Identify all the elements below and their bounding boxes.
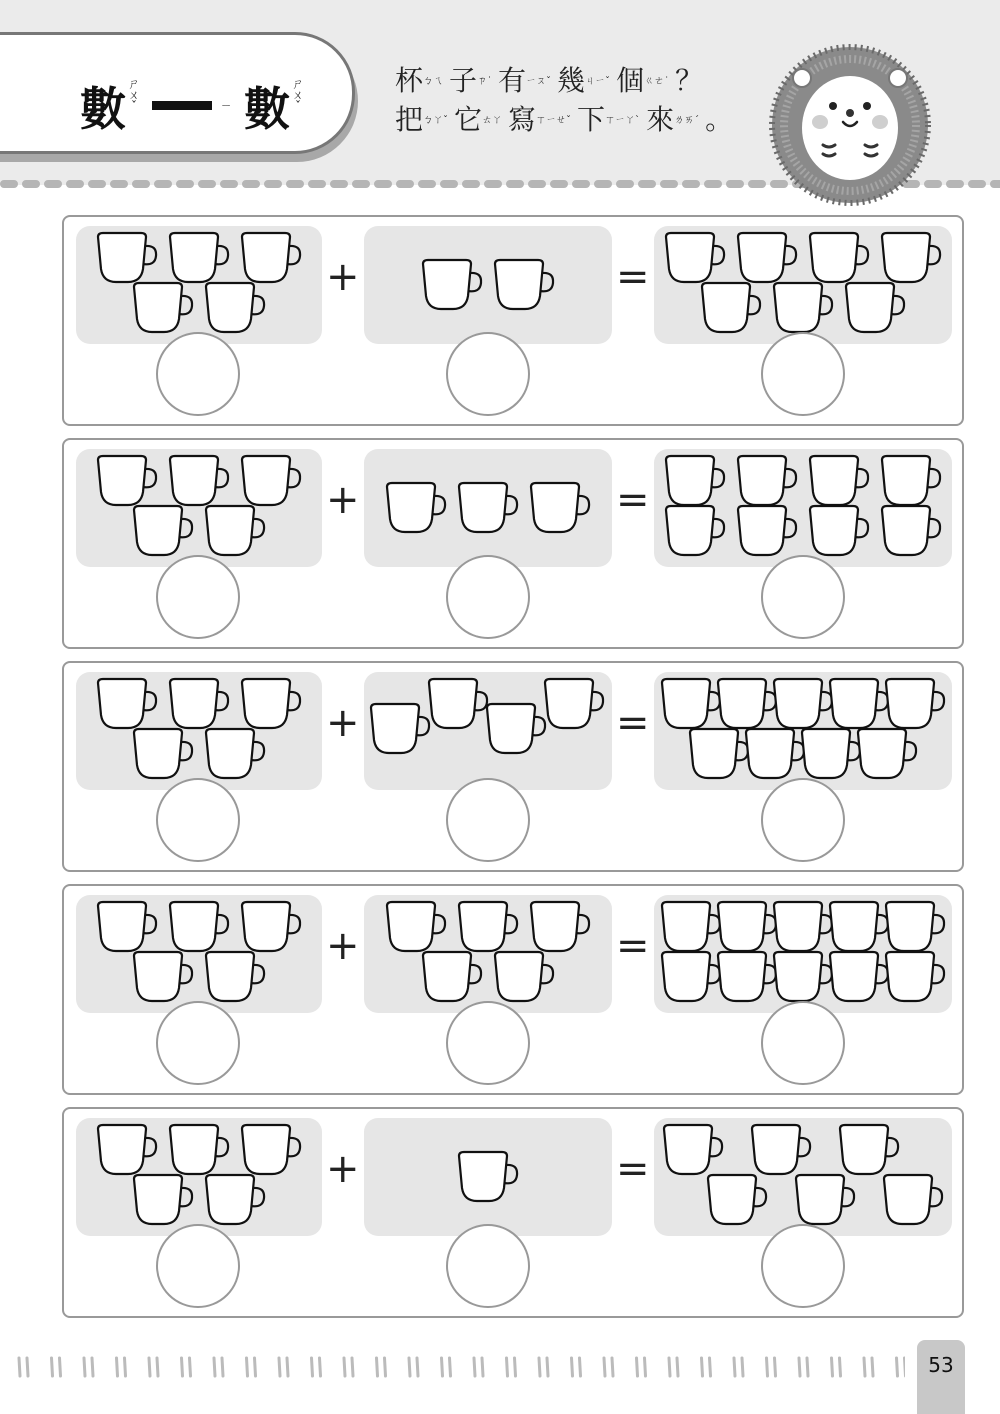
cup-icon (663, 504, 727, 558)
title-char-1: 數 (80, 82, 126, 136)
answer-circle-middle[interactable] (446, 1001, 530, 1085)
cup-icon (95, 900, 159, 954)
cup-icon (879, 504, 943, 558)
cup-icon (239, 454, 303, 508)
cup-icon (203, 281, 267, 335)
cup-icon (203, 727, 267, 781)
result-cups-panel (654, 226, 952, 344)
instr-zhuyin: ㄧㄡˇ (526, 76, 552, 87)
plus-sign: + (326, 923, 360, 969)
instr-zhuyin: ㄒㄧㄝˇ (536, 115, 572, 126)
left-cups-panel (76, 672, 322, 790)
cup-icon (167, 231, 231, 285)
instr-char: 它 (454, 103, 483, 136)
cup-icon (528, 481, 592, 535)
equals-sign: = (616, 254, 650, 300)
cup-icon (699, 281, 763, 335)
cup-icon (384, 900, 448, 954)
equals-sign: = (616, 700, 650, 746)
cup-icon (203, 504, 267, 558)
cup-icon (879, 231, 943, 285)
middle-cups-panel (364, 672, 612, 790)
cup-icon (807, 504, 871, 558)
cup-icon (484, 702, 548, 756)
cup-icon (879, 454, 943, 508)
equals-sign: = (616, 477, 650, 523)
cup-icon (843, 281, 907, 335)
cup-icon (420, 258, 484, 312)
cup-icon (167, 900, 231, 954)
cup-icon (528, 900, 592, 954)
instr-zhuyin: ㄐㄧˇ (585, 76, 611, 87)
cup-icon (131, 950, 195, 1004)
cup-icon (456, 900, 520, 954)
cup-icon (426, 677, 490, 731)
result-cups-panel (654, 1118, 952, 1236)
cup-icon (659, 677, 723, 731)
left-cups-panel (76, 895, 322, 1013)
cup-icon (384, 481, 448, 535)
instr-char: 寫 (508, 103, 537, 136)
title-zhuyin-3: ㄕㄨˇ (291, 77, 304, 113)
instr-char: ？ (675, 64, 704, 97)
cup-icon (799, 727, 863, 781)
cup-icon (456, 1150, 520, 1204)
title-char-3: 數 (244, 82, 290, 136)
title-dash-char (152, 101, 212, 110)
page-number: 53 (917, 1340, 965, 1414)
instr-char: 子 (449, 64, 478, 97)
cup-icon (883, 950, 947, 1004)
cup-icon (705, 1173, 769, 1227)
instruction-line-2 (395, 101, 733, 140)
problem-row (62, 661, 964, 872)
answer-circle-result[interactable] (761, 1001, 845, 1085)
problem-row (62, 884, 964, 1095)
cup-icon (663, 231, 727, 285)
answer-circle-left[interactable] (156, 555, 240, 639)
cup-icon (715, 677, 779, 731)
answer-circle-left[interactable] (156, 778, 240, 862)
cup-icon (837, 1123, 901, 1177)
instruction-line-1 (395, 62, 733, 101)
cup-icon (95, 1123, 159, 1177)
cup-icon (883, 900, 947, 954)
answer-circle-middle[interactable] (446, 1224, 530, 1308)
cup-icon (827, 950, 891, 1004)
cup-icon (807, 231, 871, 285)
cup-icon (735, 231, 799, 285)
equals-sign: = (616, 1146, 650, 1192)
hedgehog-icon (765, 40, 935, 210)
cup-icon (239, 1123, 303, 1177)
cup-icon (793, 1173, 857, 1227)
instr-zhuyin: ㄅㄟ (423, 76, 444, 87)
answer-circle-result[interactable] (761, 1224, 845, 1308)
cup-icon (771, 950, 835, 1004)
cup-icon (203, 950, 267, 1004)
cup-icon (735, 504, 799, 558)
cup-icon (771, 677, 835, 731)
cup-icon (715, 900, 779, 954)
instr-zhuyin: ㄅㄚˇ (423, 115, 449, 126)
instr-zhuyin: ㄌㄞˊ (674, 115, 700, 126)
instr-char: 來 (646, 103, 675, 136)
result-cups-panel (654, 672, 952, 790)
problem-row (62, 438, 964, 649)
cup-icon (456, 481, 520, 535)
answer-circle-result[interactable] (761, 332, 845, 416)
plus-sign: + (326, 254, 360, 300)
cup-icon (492, 258, 556, 312)
result-cups-panel (654, 895, 952, 1013)
cup-icon (749, 1123, 813, 1177)
instr-char: 杯 (395, 64, 424, 97)
cup-icon (95, 231, 159, 285)
cup-icon (239, 900, 303, 954)
cup-icon (715, 950, 779, 1004)
cup-icon (131, 727, 195, 781)
cup-icon (771, 900, 835, 954)
cup-icon (735, 454, 799, 508)
cup-icon (131, 504, 195, 558)
cup-icon (663, 454, 727, 508)
cup-icon (420, 950, 484, 1004)
cup-icon (167, 677, 231, 731)
answer-circle-result[interactable] (761, 778, 845, 862)
cup-icon (807, 454, 871, 508)
cup-icon (881, 1173, 945, 1227)
instr-char: 下 (577, 103, 606, 136)
answer-circle-left[interactable] (156, 332, 240, 416)
cup-icon (131, 1173, 195, 1227)
answer-circle-result[interactable] (761, 555, 845, 639)
left-cups-panel (76, 449, 322, 567)
middle-cups-panel (364, 1118, 612, 1236)
instr-char: 幾 (557, 64, 586, 97)
answer-circle-left[interactable] (156, 1224, 240, 1308)
cup-icon (855, 727, 919, 781)
plus-sign: + (326, 700, 360, 746)
problem-row (62, 215, 964, 426)
title-zhuyin-2: ㄧ (219, 99, 232, 113)
cup-icon (131, 281, 195, 335)
problem-row (62, 1107, 964, 1318)
cup-icon (883, 677, 947, 731)
cup-icon (95, 677, 159, 731)
page-title (80, 62, 306, 136)
cup-icon (492, 950, 556, 1004)
cup-icon (661, 1123, 725, 1177)
answer-circle-left[interactable] (156, 1001, 240, 1085)
cup-icon (542, 677, 606, 731)
cup-icon (95, 454, 159, 508)
instr-zhuyin: ㄒㄧㄚˋ (605, 115, 641, 126)
instr-char: 個 (616, 64, 645, 97)
equals-sign: = (616, 923, 650, 969)
result-cups-panel (654, 449, 952, 567)
cup-icon (827, 900, 891, 954)
middle-cups-panel (364, 449, 612, 567)
cup-icon (827, 677, 891, 731)
decorative-tick-marks (15, 1352, 905, 1382)
answer-circle-middle[interactable] (446, 778, 530, 862)
cup-icon (239, 231, 303, 285)
cup-icon (368, 702, 432, 756)
instructions (395, 62, 733, 140)
answer-circle-middle[interactable] (446, 555, 530, 639)
instr-char: 把 (395, 103, 424, 136)
cup-icon (239, 677, 303, 731)
instr-zhuyin: ㄗ˙ (477, 76, 493, 87)
instr-zhuyin: ㄊㄚ (482, 115, 503, 126)
cup-icon (167, 454, 231, 508)
instr-char: 。 (705, 103, 734, 136)
instr-char: 有 (498, 64, 527, 97)
cup-icon (687, 727, 751, 781)
cup-icon (743, 727, 807, 781)
cup-icon (771, 281, 835, 335)
plus-sign: + (326, 1146, 360, 1192)
plus-sign: + (326, 477, 360, 523)
title-zhuyin-1: ㄕㄨˇ (127, 77, 140, 113)
cup-icon (167, 1123, 231, 1177)
answer-circle-middle[interactable] (446, 332, 530, 416)
middle-cups-panel (364, 895, 612, 1013)
instr-zhuyin: ㄍㄜ˙ (644, 76, 670, 87)
cup-icon (659, 900, 723, 954)
cup-icon (659, 950, 723, 1004)
left-cups-panel (76, 1118, 322, 1236)
left-cups-panel (76, 226, 322, 344)
middle-cups-panel (364, 226, 612, 344)
cup-icon (203, 1173, 267, 1227)
